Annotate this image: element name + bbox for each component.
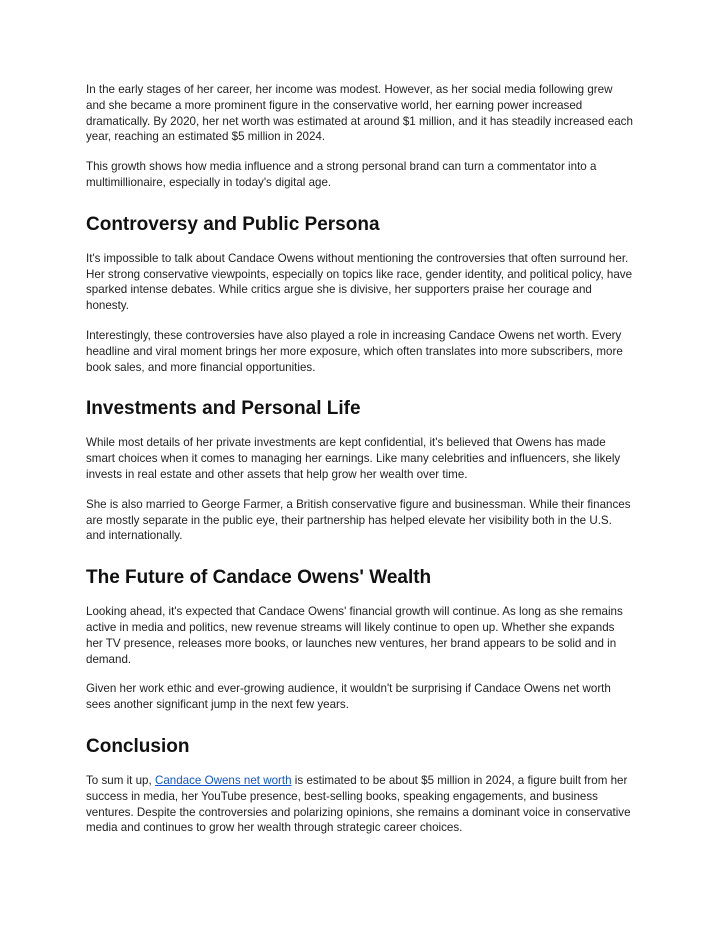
- investments-heading: Investments and Personal Life: [86, 398, 361, 420]
- controversy-paragraph-1: It's impossible to talk about Candace Owens without mentioning the controversies that often surround her. Her strong conservative viewpoints, especially on topics like race, gender identity, and political policy, have sparked intense debates. While critics argue she is divisive, her supporters praise her courage and honesty.: [86, 251, 633, 313]
- conclusion-section: [86, 735, 634, 836]
- investments-paragraph-2: She is also married to George Farmer, a British conservative figure and businessman. While their finances are mostly separate in the public eye, their partnership has helped elevate her visibility both in the U.S. and internationally.: [86, 497, 631, 543]
- controversy-heading: Controversy and Public Persona: [86, 213, 380, 235]
- investments-paragraph-1: While most details of her private investments are kept confidential, it's believed that Owens has made smart choices when it comes to managing her earnings. Like many celebrities and influencers, she likely invests in real estate and other assets that help grow her wealth over time.: [86, 436, 621, 481]
- future-section: [86, 566, 634, 713]
- future-heading: The Future of Candace Owens' Wealth: [86, 567, 432, 589]
- future-paragraph-1: Looking ahead, it's expected that Candace Owens' financial growth will continue. As long as she remains active in media and politics, new revenue streams will likely continue to open up. Whether she expands her TV presence, releases more books, or launches new ventures, her brand appears to be solid and in demand.: [86, 605, 623, 666]
- intro-paragraph-2: This growth shows how media influence and a strong personal brand can turn a commentator into a multimillionaire, especially in today's digital age.: [86, 160, 597, 189]
- conclusion-heading: Conclusion: [86, 735, 190, 757]
- investments-section: [86, 397, 634, 544]
- controversy-section: [86, 213, 634, 376]
- conclusion-text-before-link: To sum it up,: [86, 773, 155, 787]
- net-worth-link[interactable]: Candace Owens net worth: [154, 773, 292, 787]
- intro-section: [86, 82, 634, 191]
- intro-paragraph-1: In the early stages of her career, her income was modest. However, as her social media following grew and she became a more prominent figure in the conservative world, her earning power increased dramatically. By 2020, her net worth was estimated at around $1 million, and it has steadily increased each year, reaching an estimated $5 million in 2024.: [86, 83, 633, 144]
- controversy-paragraph-2: Interestingly, these controversies have also played a role in increasing Candace Owens net worth. Every headline and viral moment brings her more exposure, which often translates into more subscribers, more book sales, and more financial opportunities.: [86, 328, 623, 374]
- future-paragraph-2: Given her work ethic and ever-growing audience, it wouldn't be surprising if Candace Owens net worth sees another significant jump in the next few years.: [86, 682, 611, 712]
- conclusion-text-after-link: is estimated to be about $5 million in 2024, a figure built from her success in media, her YouTube presence, best-selling books, speaking engagements, and business ventures. Despite the controversies and polarizing opinions, she remains a dominant voice in conservative media and continues to grow her wealth through strategic career choices.: [86, 773, 631, 835]
- conclusion-paragraph: [86, 773, 634, 836]
